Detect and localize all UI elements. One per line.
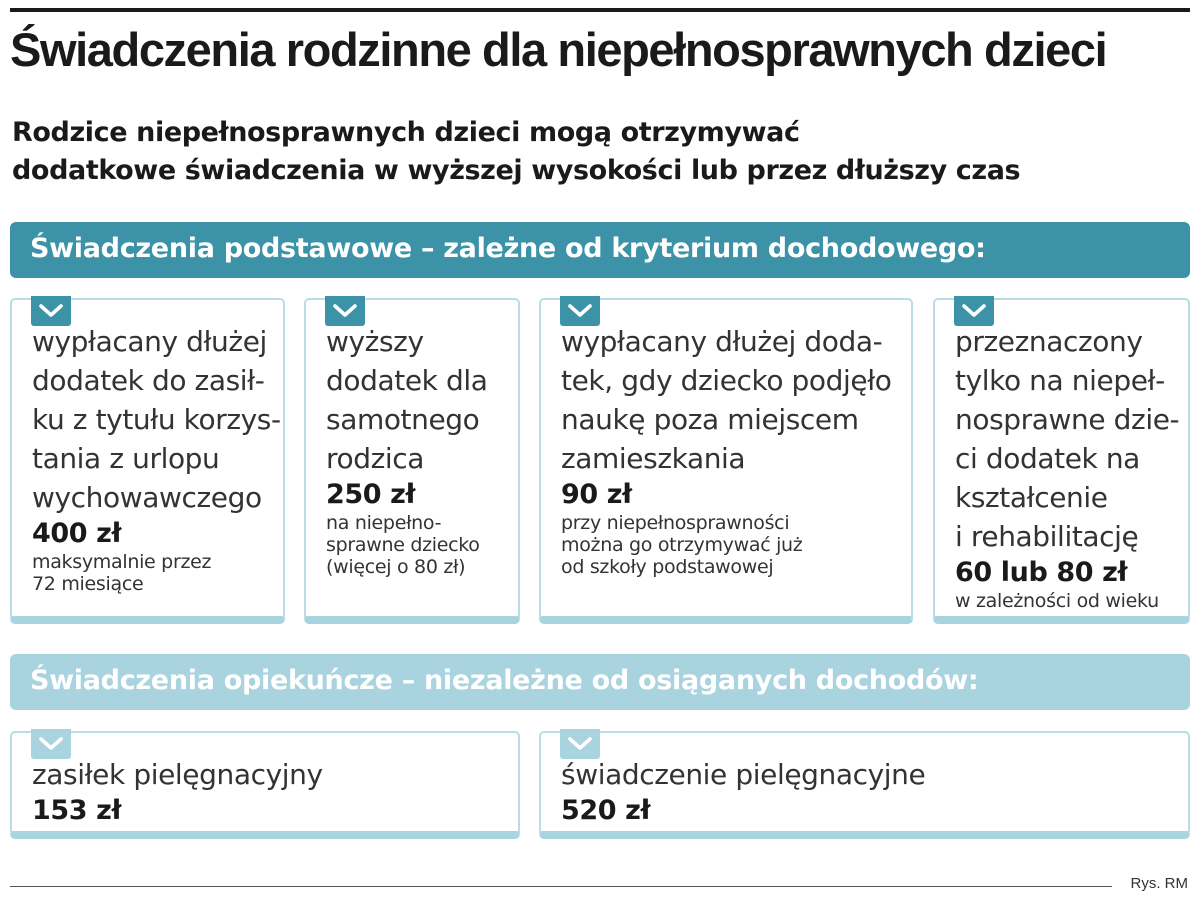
benefit-card-rehabilitation: [933, 298, 1190, 624]
card-amount: 153 zł: [32, 795, 122, 826]
card-line: i rehabilitację: [955, 520, 1139, 553]
card-line: zamieszkania: [561, 442, 746, 475]
card-amount: 520 zł: [561, 795, 651, 826]
benefit-card-extended-childcare: [10, 298, 285, 624]
card-note: [955, 590, 1179, 612]
card-line: przeznaczony: [955, 325, 1143, 358]
card-description: [561, 322, 892, 578]
section-care-heading: Świadczenia opiekuńcze – niezależne od osiąganych dochodów:: [10, 654, 1190, 710]
source-credit: Rys. RM: [1130, 875, 1188, 892]
card-note-line: maksymalnie przez: [32, 551, 212, 573]
card-line: tek, gdy dziecko podjęło: [561, 364, 892, 397]
subtitle-line: dodatkowe świadczenia w wyższej wysokości lub przez dłuższy czas: [12, 155, 1021, 186]
card-amount: 90 zł: [561, 479, 632, 510]
card-note: [326, 512, 487, 578]
subtitle-line: Rodzice niepełnosprawnych dzieci mogą otrzymywać: [12, 117, 800, 148]
page-title: Świadczenia rodzinne dla niepełnosprawnych dzieci: [10, 23, 1107, 76]
card-line: kształcenie: [955, 481, 1108, 514]
card-description: [561, 755, 925, 828]
section-basic-heading: Świadczenia podstawowe – zależne od kryterium dochodowego:: [10, 222, 1190, 278]
card-description: [32, 322, 281, 595]
card-line: tylko na niepeł-: [955, 364, 1165, 397]
card-note: [561, 512, 892, 578]
care-card-allowance: [10, 731, 520, 839]
card-line: rodzica: [326, 442, 425, 475]
card-amount: 250 zł: [326, 479, 416, 510]
card-line: wypłacany dłużej doda-: [561, 325, 883, 358]
top-rule: [10, 8, 1190, 12]
card-description: [955, 322, 1179, 612]
subtitle: [12, 114, 1192, 190]
card-note: [32, 551, 281, 595]
card-line: dodatek dla: [326, 364, 488, 397]
care-card-benefit: [539, 731, 1190, 839]
card-line: ci dodatek na: [955, 442, 1140, 475]
card-line: tania z urlopu: [32, 442, 220, 475]
card-line: zasiłek pielęgnacyjny: [32, 758, 323, 791]
benefit-card-education-away: [539, 298, 913, 624]
card-note-line: na niepełno-: [326, 512, 442, 534]
card-line: wyższy: [326, 325, 424, 358]
card-line: naukę poza miejscem: [561, 403, 859, 436]
card-note-line: przy niepełnosprawności: [561, 512, 790, 534]
card-note-line: (więcej o 80 zł): [326, 556, 466, 578]
card-note-line: sprawne dziecko: [326, 534, 480, 556]
card-line: ku z tytułu korzys-: [32, 403, 281, 436]
card-note-line: 72 miesiące: [32, 573, 144, 595]
card-amount: 400 zł: [32, 518, 122, 549]
card-note-line: w zależności od wieku: [955, 590, 1159, 612]
card-line: wypłacany dłużej: [32, 325, 267, 358]
card-line: świadczenie pielęgnacyjne: [561, 758, 926, 791]
card-line: dodatek do zasił-: [32, 364, 265, 397]
card-note-line: można go otrzymywać już: [561, 534, 803, 556]
card-line: nosprawne dzie-: [955, 403, 1180, 436]
benefit-card-single-parent: [304, 298, 520, 624]
bottom-rule: [10, 886, 1112, 887]
card-description: [326, 322, 487, 578]
card-note-line: od szkoły podstawowej: [561, 556, 774, 578]
card-line: wychowawczego: [32, 481, 262, 514]
card-description: [32, 755, 323, 828]
card-line: samotnego: [326, 403, 480, 436]
card-amount: 60 lub 80 zł: [955, 557, 1128, 588]
